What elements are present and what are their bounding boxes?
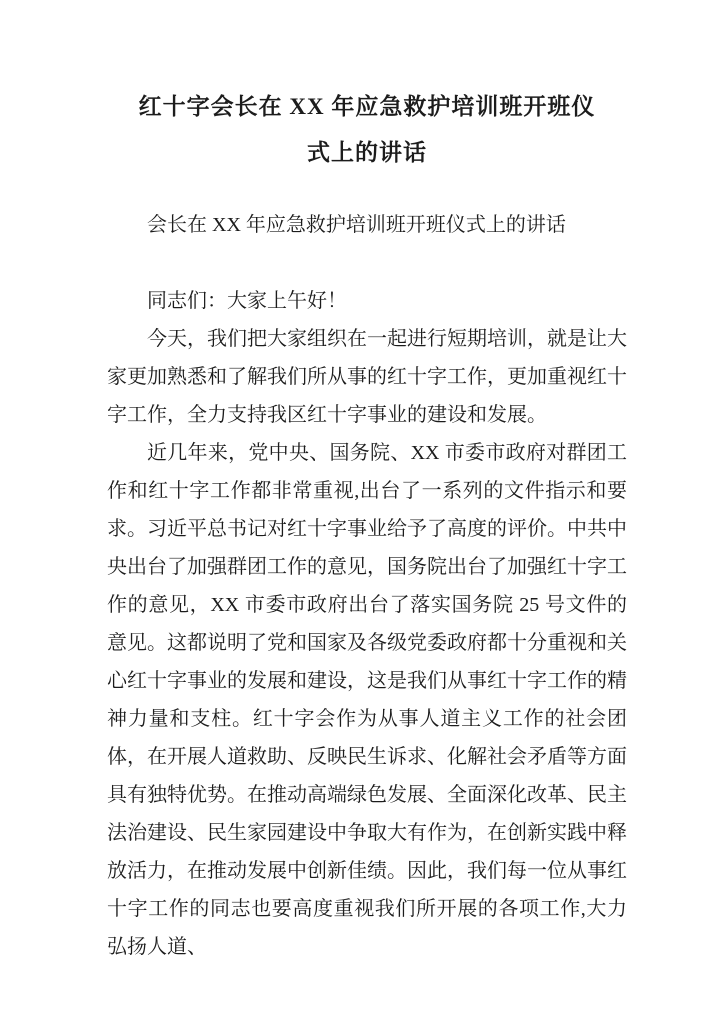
document-title xyxy=(107,84,627,176)
body-paragraph-1: 今天，我们把大家组织在一起进行短期培训，就是让大家更加熟悉和了解我们所从事的红十字工作，更加重视红十字工作，全力支持我区红十字事业的建设和发展。 xyxy=(107,328,627,426)
document-subtitle: 会长在 XX 年应急救护培训班开班仪式上的讲话 xyxy=(147,214,566,236)
body-paragraph-2: 近几年来，党中央、国务院、XX 市委市政府对群团工作和红十字工作都非常重视,出台了一系列的文件指示和要求。习近平总书记对红十字事业给予了高度的评价。中共中央出台了加强群团工作的意见，国务院出台了加强红十字工作的意见，XX 市委市政府出台了落实国务院 25 号文件的意见。这都说明了党和国家及各级党委政府都十分重视和关心红十字事业的发展和建设，这是我们从事红十字工作的精神力量和支柱。红十字会作为从事人道主义工作的社会团体，在开展人道救助、反映民生诉求、化解社会矛盾等方面具有独特优势。在推动高端绿色发展、全面深化改革、民主法治建设、民生家园建设中争取大有作为，在创新实践中释放活力，在推动发展中创新佳绩。因此，我们每一位从事红十字工作的同志也要高度重视我们所开展的各项工作,大力弘扬人道、 xyxy=(107,442,627,958)
document-title-line-2: 式上的讲话 xyxy=(307,140,427,165)
document-title-line-1: 红十字会长在 XX 年应急救护培训班开班仪 xyxy=(138,94,596,119)
greeting-paragraph: 同志们：大家上午好！ xyxy=(147,290,347,312)
